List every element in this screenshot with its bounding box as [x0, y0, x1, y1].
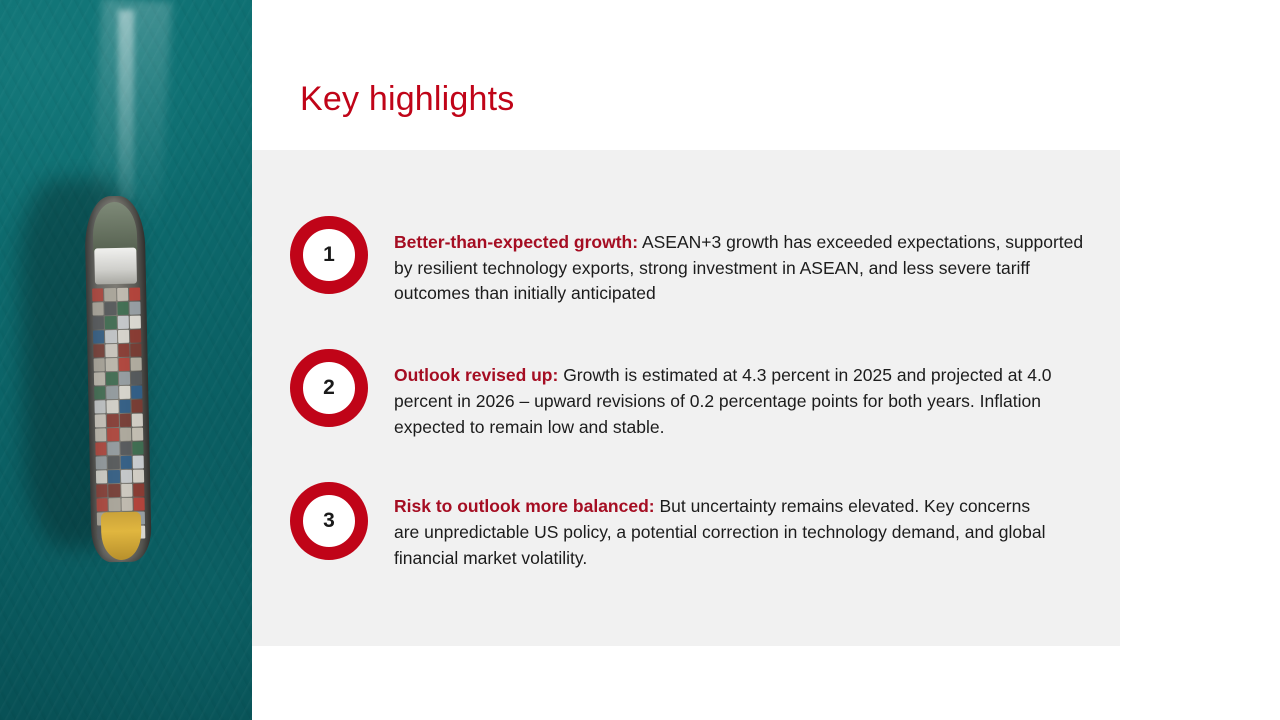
highlight-text [394, 216, 1106, 307]
highlight-number-badge: 1 [290, 216, 368, 294]
highlight-number-badge: 3 [290, 482, 368, 560]
highlight-body: But uncertainty remains elevated. Key concerns are unpredictable US policy, a potential correction in technology demand, and global financial market volatility. [394, 496, 1046, 568]
highlight-text [394, 482, 1054, 571]
list-item [290, 216, 1110, 307]
ship-wake-trail [118, 10, 134, 200]
aerial-container-ship-photo [0, 0, 252, 720]
highlight-lead: Risk to outlook more balanced: [394, 496, 655, 517]
list-item [290, 482, 1110, 571]
ship-bridge [94, 248, 137, 285]
container-ship [84, 195, 152, 562]
highlight-lead: Outlook revised up: [394, 365, 559, 386]
highlight-body: Growth is estimated at 4.3 percent in 2025 and projected at 4.0 percent in 2026 – upward revisions of 0.2 percentage points for both years. Inflation expected to remain low and stable. [394, 365, 1052, 437]
list-item [290, 349, 1110, 440]
highlight-lead: Better-than-expected growth: [394, 232, 639, 252]
highlight-number-badge: 2 [290, 349, 368, 427]
highlight-body: ASEAN+3 growth has exceeded expectations, supported by resilient technology exports, strong investment in ASEAN, and less severe tariff outcomes than initially anticipated [394, 232, 1084, 304]
highlights-list [290, 216, 1110, 613]
ship-containers [92, 288, 145, 527]
highlight-text [394, 349, 1066, 440]
page-title: Key highlights [300, 80, 515, 118]
